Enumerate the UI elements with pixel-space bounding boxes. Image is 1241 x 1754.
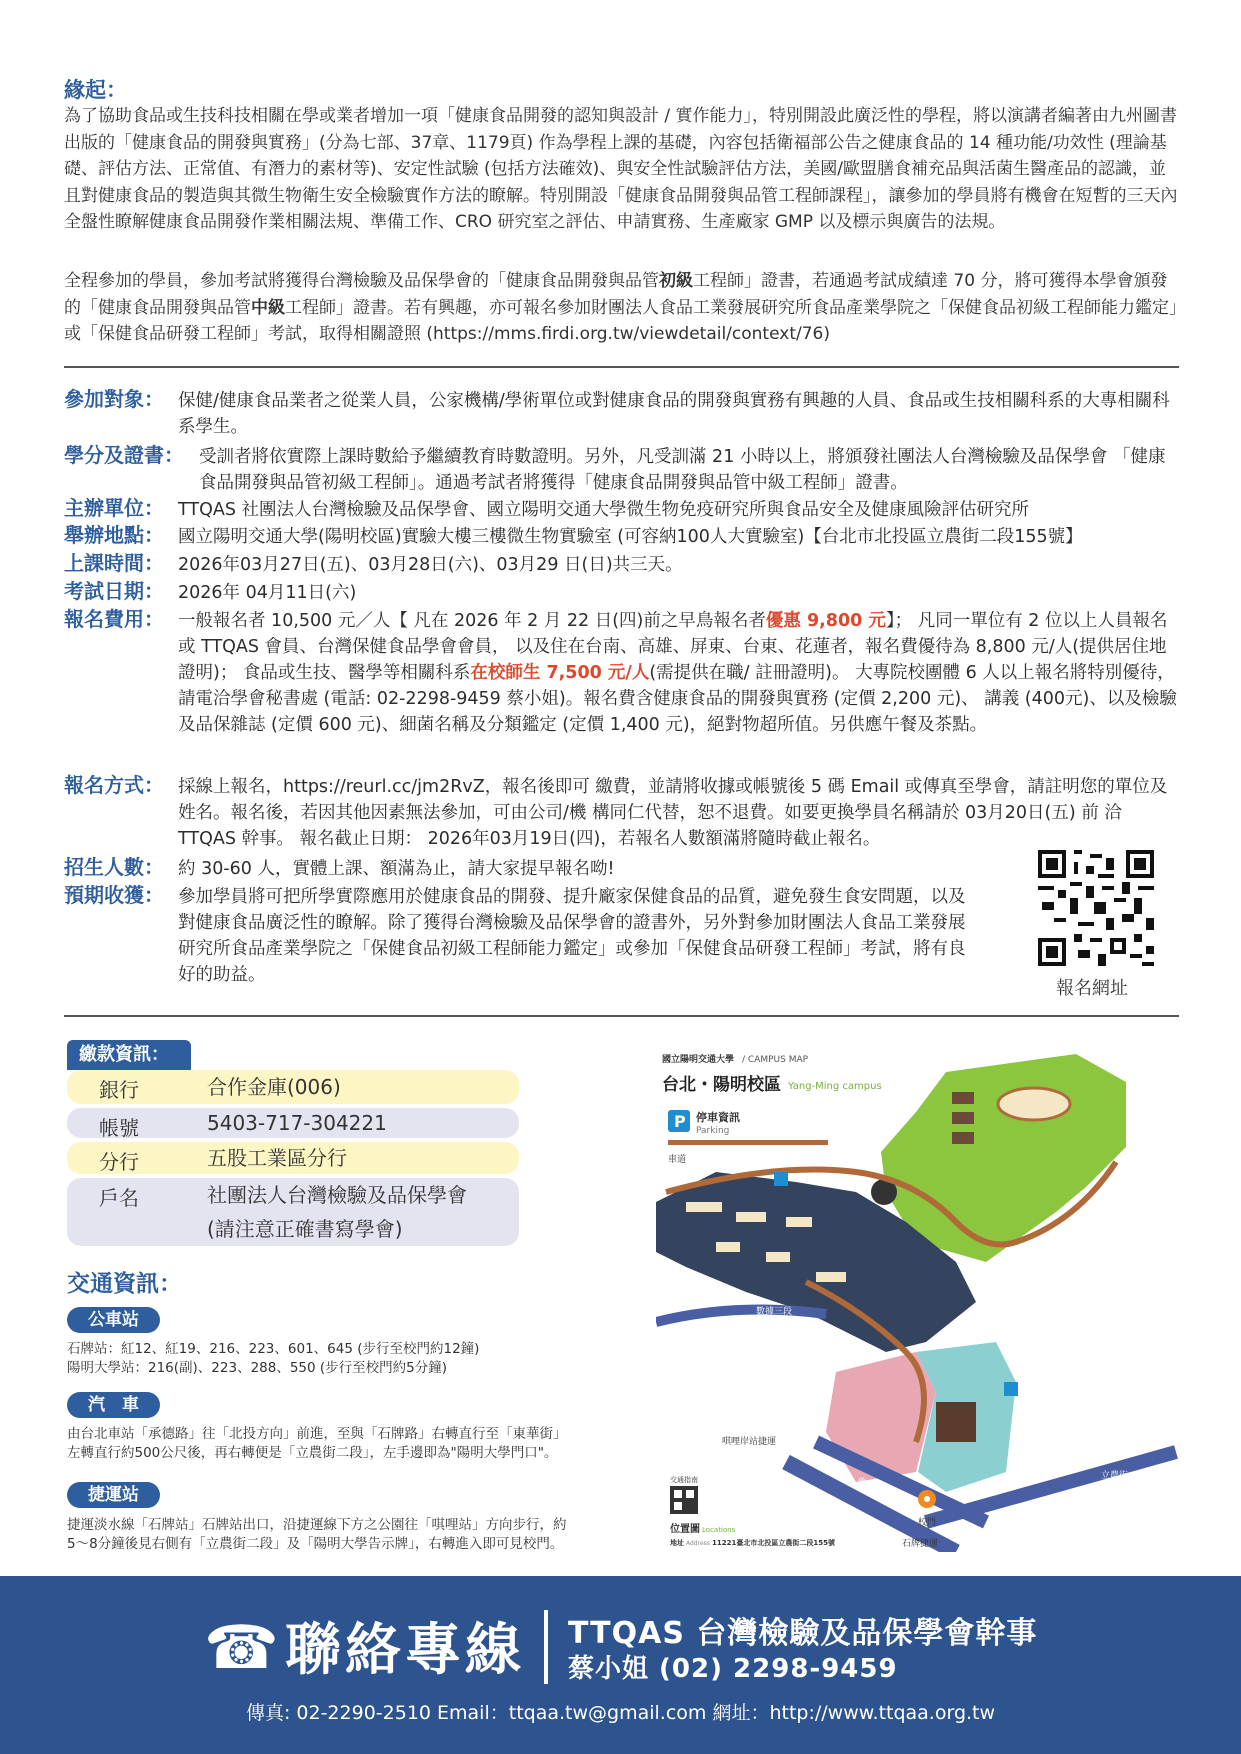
map-mrt-qili: 唭哩岸站捷運: [722, 1437, 777, 1447]
payment-value: 社團法人台灣檢驗及品保學會: [207, 1183, 467, 1207]
payment-row-account: [67, 1108, 519, 1138]
payment-row-branch: [67, 1142, 519, 1174]
map-gate-label: 校門: [918, 1518, 937, 1528]
map-address-label: 地址: [670, 1539, 684, 1547]
contact-person[interactable]: 蔡小姐 (02) 2298-9459: [568, 1654, 898, 1684]
payment-row-account-name: [67, 1178, 519, 1246]
method-label: 報名方式：: [64, 773, 164, 797]
road-legend-swatch: [668, 1140, 828, 1145]
transport-title: 交通資訊：: [67, 1271, 182, 1297]
payment-key: 銀行: [99, 1078, 139, 1102]
road-label-donghua: 東華街二段: [854, 1475, 900, 1506]
venue-text: 國立陽明交通大學(陽明校區)實驗大樓三樓微生物實驗室 (可容納100人大實驗室)【台北市北投區立農街二段155號】: [178, 527, 1083, 547]
contact-footer: [0, 1576, 1241, 1754]
credit-label: 學分及證書：: [64, 443, 184, 467]
payment-value: 合作金庫(006): [207, 1075, 341, 1099]
mrt-label: 捷運站: [67, 1482, 160, 1508]
map-subtitle: Yang-Ming campus: [788, 1081, 882, 1092]
venue-label: 舉辦地點：: [64, 523, 164, 547]
sports-field: [998, 1088, 1070, 1120]
method-text: 採線上報名，https://reurl.cc/jm2RvZ，報名後即可 繳費，並請將收據或帳號後 5 碼 Email 或傳真至學會，請註明您的單位及姓名。報名後，若因其他因素無法參加，可由公司/機 構同仁代替，恕不退費。如要更換學員名稱請於 03月20日(五) 前 洽 TTQAS 幹事。 報名截止日期： 2026年03月19日(四)，若報名人數額滿將隨時截止報名。: [178, 777, 1168, 849]
payment-title: 繳款資訊：: [67, 1040, 191, 1070]
audience-label: 參加對象：: [64, 387, 164, 411]
car-line-1: 由台北車站「承德路」往「北投方向」前進，至與「石牌路」右轉直行至「東華街」: [67, 1426, 567, 1442]
map-title: 台北・陽明校區: [662, 1075, 781, 1095]
car-line-2: 左轉直行約500公尺後，再右轉便是「立農街二段」，左手邊即為"陽明大學門口"。: [67, 1445, 558, 1461]
gain-label: 預期收獲：: [64, 883, 164, 907]
quota-label: 招生人數：: [64, 855, 164, 879]
map-qr-label: 交通指南: [670, 1476, 698, 1484]
audience-text: 保健/健康食品業者之從業人員，公家機構/學術單位或對健康食品的開發與實務有興趣的人員、食品或生技相關科系的大專相關科系學生。: [178, 391, 1170, 437]
road-legend-label: 車道: [668, 1155, 687, 1165]
divider-1: [64, 366, 1179, 368]
contact-org: TTQAS 台灣檢驗及品保學會幹事: [568, 1616, 1038, 1651]
origin-title: 緣起：: [64, 78, 127, 102]
map-parking-label: 停車資訊: [696, 1111, 740, 1124]
exam-label: 考試日期：: [64, 579, 164, 603]
fee-text: 一般報名者 10,500 元／人【 凡在 2026 年 2 月 22 日(四)前之早鳥報名者優惠 9,800 元】； 凡同一單位有 2 位以上人員報名或 TTQAS 會員、台灣保健食品學會會員， 以及住在台南、高雄、屏東、台東、花蓮者，報名費優待為 8,800 元/人(提供居住地證明)； 食品或生技、醫學等相關科系在校師生 7,500 元/人(需提供在職/ 註冊證明)。 大專院校團體 6 人以上報名將特別優待， 請電洽學會秘書處 (電話: 02-2298-9459 蔡小姐)。報名費含健康食品的開發與實務 (定價 2,200 元)、 講義 (400元)、以及檢驗及品保雜誌 (定價 600 元)、細菌名稱及分類鑑定 (定價 1,400 元)，絕對物超所值。另供應午餐及茶點。: [178, 611, 1177, 735]
map-mrt-shipai: 石牌捷運: [902, 1539, 939, 1549]
contact-fax-email-web[interactable]: 傳真: 02-2290-2510 Email：ttqaa.tw@gmail.com 網址：http://www.ttqaa.org.tw: [245, 1702, 996, 1724]
map-location-label: 位置圖: [670, 1524, 700, 1535]
organizer-label: 主辦單位：: [64, 496, 164, 520]
footer-separator: [544, 1610, 548, 1684]
map-school: 國立陽明交通大學: [662, 1055, 735, 1065]
bus-line-1: 石牌站：紅12、紅19、216、223、601、645 (步行至校門約12鐘): [67, 1341, 480, 1357]
exam-text: 2026年 04月11日(六): [178, 583, 357, 603]
map-parking-en: Parking: [696, 1126, 730, 1136]
payment-key: 帳號: [99, 1116, 139, 1140]
payment-row-bank: [67, 1070, 519, 1104]
payment-value: 五股工業區分行: [207, 1146, 347, 1170]
payment-key: 戶名: [99, 1186, 139, 1210]
green-zone: [881, 1054, 1126, 1262]
organizer-text: TTQAS 社團法人台灣檢驗及品保學會、國立陽明交通大學微生物免疫研究所與食品安全及健康風險評估研究所: [178, 500, 1029, 520]
map-campus-map-label: / CAMPUS MAP: [742, 1055, 809, 1065]
bus-label: 公車站: [67, 1307, 160, 1333]
origin-paragraph-1: 為了協助食品或生技科技相關在學或業者增加一項「健康食品開發的認知與設計 / 實作能力」，特別開設此廣泛性的學程，將以演講者編著由九州圖書出版的「健康食品的開發與實務」(分為七部、37章、1179頁) 作為學程上課的基礎，內容包括衛福部公告之健康食品的 14 種功能/功效性 (理論基礎、評估方法、正常值、有潛力的素材等)、安定性試驗 (包括方法確效)、與安全性試驗評估方法，美國/歐盟膳食補充品與活菌生醫產品的認識，並且對健康食品的製造與其微生物衛生安全檢驗實作方法的瞭解。特別開設「健康食品開發與品管工程師課程」，讓參加的學員將有機會在短暫的三天內全盤性瞭解健康食品開發作業相關法規、準備工作、CRO 研究室之評估、申請實務、生產廠家 GMP 以及標示與廣告的法規。: [64, 106, 1178, 232]
mrt-line-1: 捷運淡水線「石牌站」石牌站出口，沿捷運線下方之公園往「唭哩站」方向步行，約: [67, 1517, 567, 1533]
payment-key: 分行: [99, 1150, 139, 1174]
gain-text: 參加學員將可把所學實際應用於健康食品的開發、提升廠家保健食品的品質，避免發生食安問題，以及對健康食品廣泛性的瞭解。除了獲得台灣檢驗及品保學會的證書外，另外對參加財團法人食品工業發展研究所食品產業學院之「保健食品初級工程師能力鑑定」或參加「保健食品研發工程師」考試，將有良好的助益。: [178, 887, 966, 985]
road-label-1: 數據三段: [756, 1307, 793, 1317]
contact-title: 聯絡專線: [285, 1618, 525, 1683]
road-label-linong: 立農街二段: [1101, 1471, 1147, 1481]
mrt-line-2: 5～8分鐘後見右側有「立農街二段」及「陽明大學告示牌」，右轉進入即可見校門。: [67, 1536, 564, 1552]
fee-label: 報名費用：: [64, 607, 164, 631]
time-text: 2026年03月27日(五)、03月28日(六)、03月29 日(日)共三天。: [178, 555, 683, 575]
origin-paragraph-2: 全程參加的學員，參加考試將獲得台灣檢驗及品保學會的「健康食品開發與品管初級工程師」證書，若通過考試成績達 70 分，將可獲得本學會頒發的「健康食品開發與品管中級工程師」證書。若有興趣，亦可報名參加財團法人食品工業發展研究所食品產業學院之「保健食品初級工程師能力鑑定」或「保健食品研發工程師」考試，取得相關證照 (https://mms.firdi.org.tw/viewdetail/context/76): [64, 271, 1178, 344]
phone-icon: ☎: [204, 1613, 279, 1683]
map-address: 11221臺北市北投區立農街二段155號: [712, 1539, 835, 1547]
payment-value: 5403-717-304221: [207, 1111, 387, 1135]
time-label: 上課時間：: [64, 551, 164, 575]
quota-text: 約 30-60 人，實體上課、額滿為止，請大家提早報名呦!: [178, 859, 615, 879]
parking-icon-letter: P: [674, 1112, 686, 1131]
divider-2: [64, 1015, 1179, 1017]
registration-qr-code[interactable]: [1038, 850, 1154, 966]
map-address-en: Address: [686, 1540, 710, 1547]
qr-caption: 報名網址: [1056, 978, 1128, 999]
payment-note: (請注意正確書寫學會): [207, 1217, 403, 1241]
credit-text: 受訓者將依實際上課時數給予繼續教育時數證明。另外，凡受訓滿 21 小時以上，將頒發社團法人台灣檢驗及品保學會 「健康食品開發與品管初級工程師」。通過考試者將獲得「健康食品開發與品管中級工程師」證書。: [199, 447, 1166, 493]
car-label: 汽 車: [67, 1392, 160, 1418]
campus-map: [656, 1052, 1180, 1552]
map-location-en: Locations: [702, 1526, 736, 1534]
bus-line-2: 陽明大學站：216(副)、223、288、550 (步行至校門約5分鐘): [67, 1360, 448, 1376]
